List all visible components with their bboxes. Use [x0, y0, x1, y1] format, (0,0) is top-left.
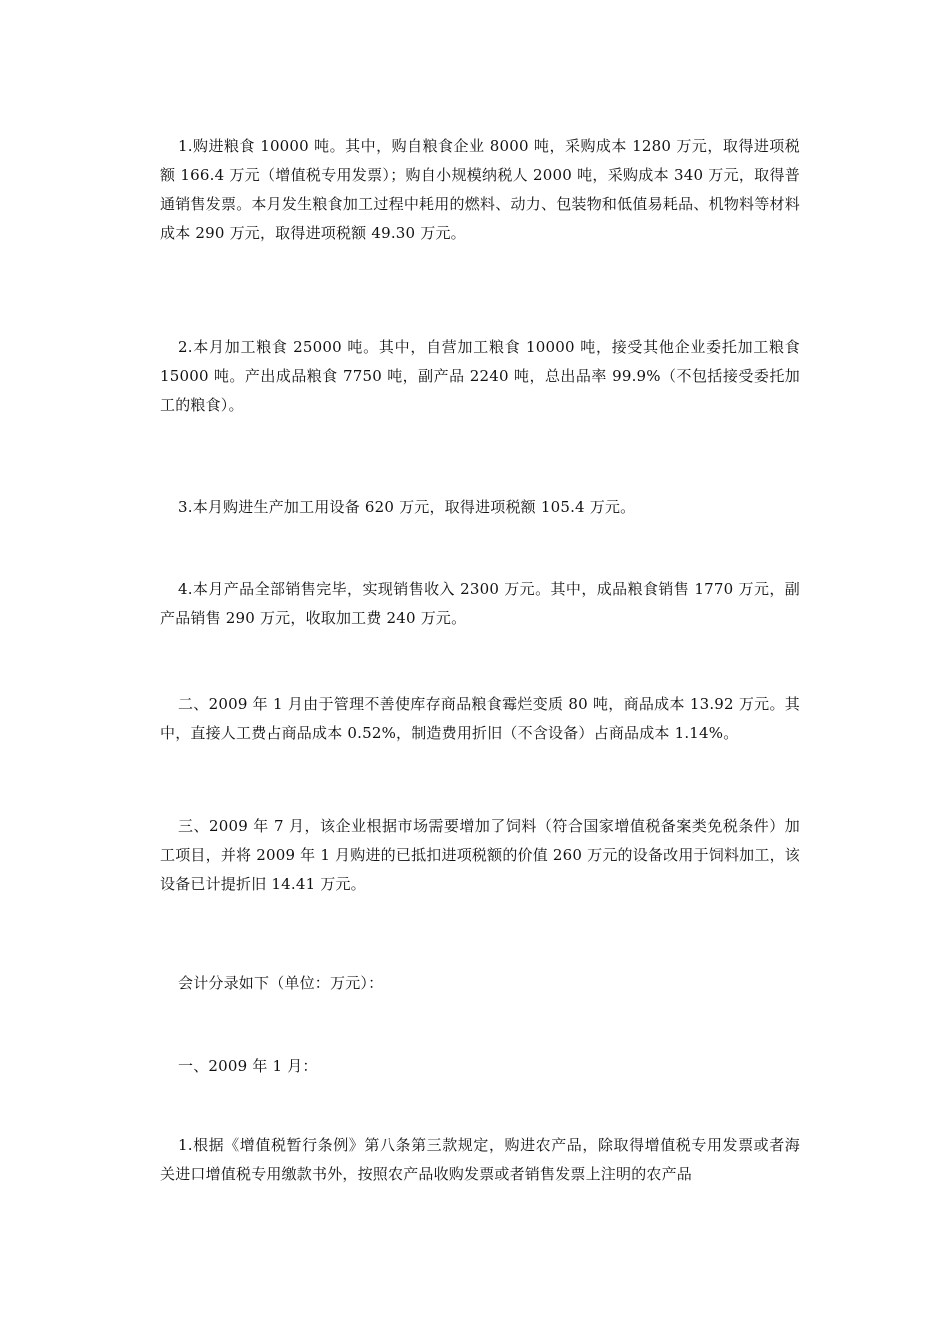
paragraph-equipment-purchase: 3.本月购进生产加工用设备 620 万元，取得进项税额 105.4 万元。 — [178, 498, 636, 516]
paragraph-processing-grain: 2.本月加工粮食 25000 吨。其中，自营加工粮食 10000 吨，接受其他企业委托加工粮食 15000 吨。产出成品粮食 7750 吨，副产品 2240 吨，总出品率 99.9%（不包括接受委托加工的粮食）。 — [160, 338, 800, 414]
paragraph-feed-project: 三、2009 年 7 月，该企业根据市场需要增加了饲料（符合国家增值税备案类免税条件）加工项目，并将 2009 年 1 月购进的已抵扣进项税额的价值 260 万元的设备改用于饲料加工，该设备已计提折旧 14.41 万元。 — [160, 817, 800, 893]
paragraph-january-heading: 一、2009 年 1 月： — [178, 1057, 318, 1075]
paragraph-spoilage-loss: 二、2009 年 1 月由于管理不善使库存商品粮食霉烂变质 80 吨，商品成本 13.92 万元。其中，直接人工费占商品成本 0.52%，制造费用折旧（不含设备）占商品成本 1.14%。 — [160, 695, 800, 742]
paragraph-sales-revenue: 4.本月产品全部销售完毕，实现销售收入 2300 万元。其中，成品粮食销售 1770 万元，副产品销售 290 万元，收取加工费 240 万元。 — [160, 580, 800, 627]
paragraph-entries-heading: 会计分录如下（单位：万元）： — [178, 974, 384, 992]
paragraph-regulation-note: 1.根据《增值税暂行条例》第八条第三款规定，购进农产品，除取得增值税专用发票或者海关进口增值税专用缴款书外，按照农产品收购发票或者销售发票上注明的农产品 — [160, 1136, 800, 1183]
paragraph-purchase-grain: 1.购进粮食 10000 吨。其中，购自粮食企业 8000 吨，采购成本 1280 万元，取得进项税额 166.4 万元（增值税专用发票）；购自小规模纳税人 2000 吨，采购成本 340 万元，取得普通销售发票。本月发生粮食加工过程中耗用的燃料、动力、包装物和低值易耗品、机物料等材料成本 290 万元，取得进项税额 49.30 万元。 — [160, 137, 800, 242]
